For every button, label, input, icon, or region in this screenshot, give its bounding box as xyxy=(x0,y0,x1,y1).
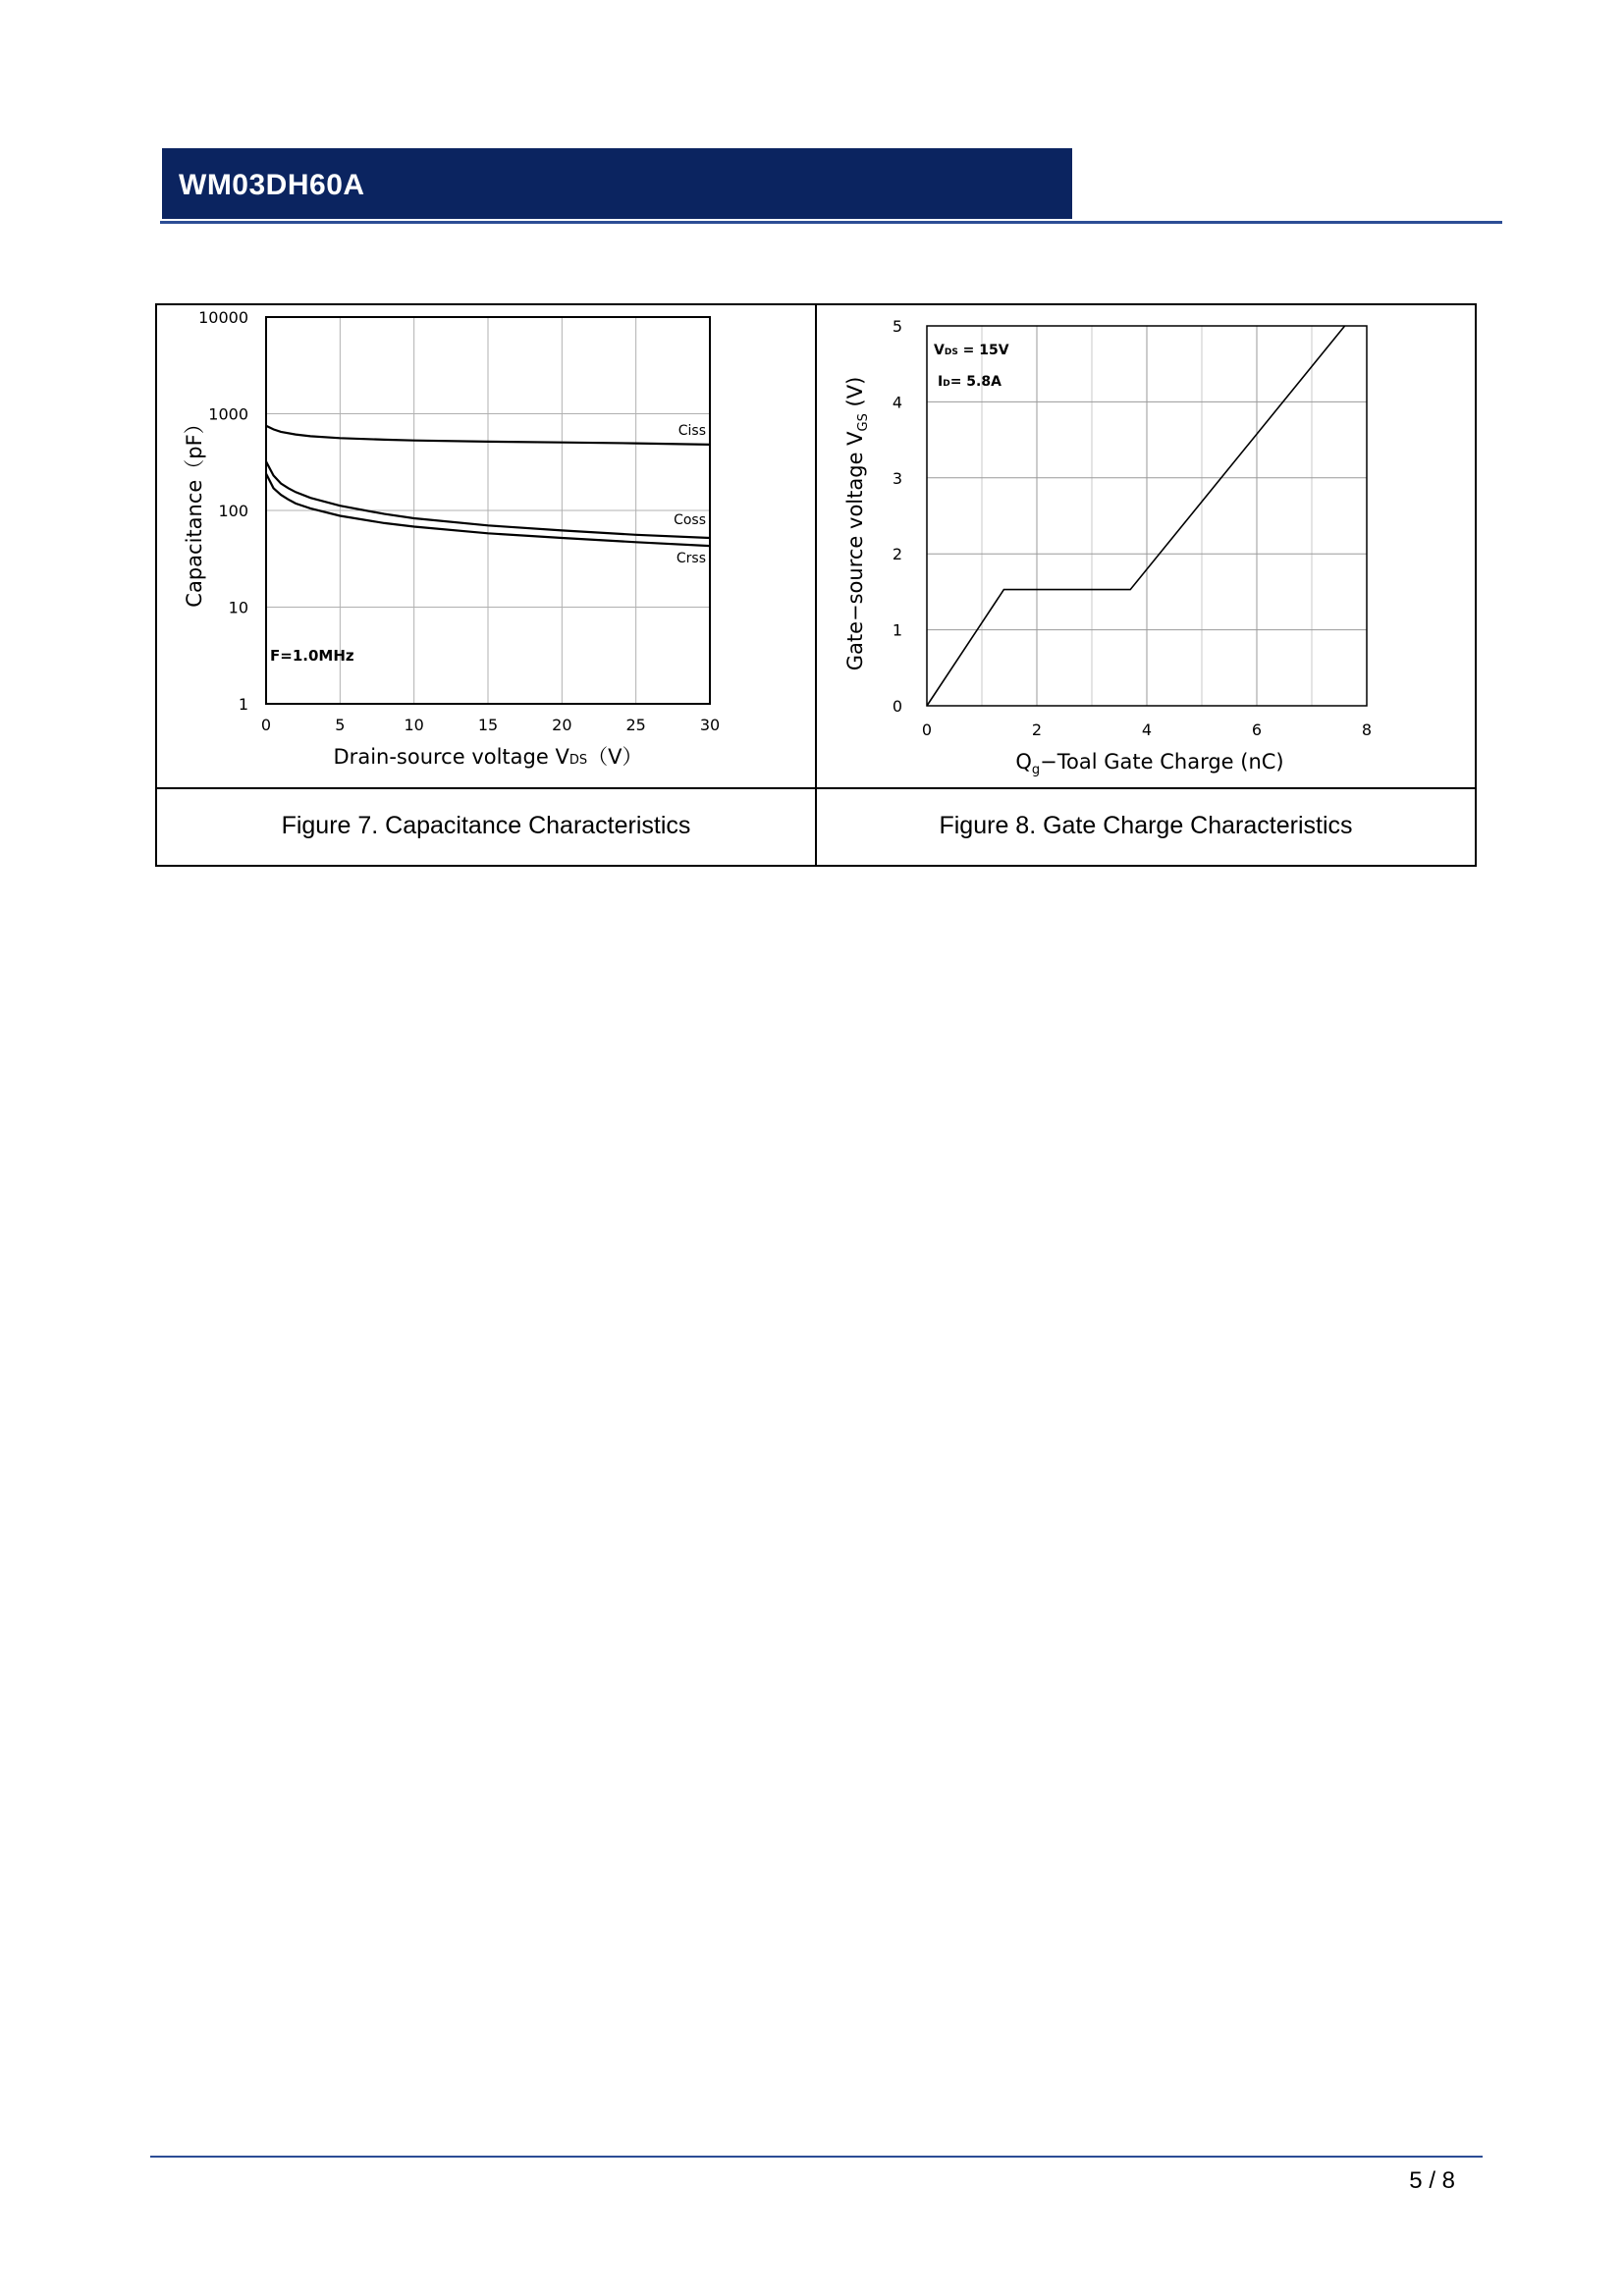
figure-table-caption-divider xyxy=(155,787,1477,789)
y-tick-label: 0 xyxy=(892,697,902,716)
x-tick-label: 0 xyxy=(921,721,933,739)
series-label-ciss: Ciss xyxy=(677,422,706,439)
x-tick-label: 15 xyxy=(477,716,499,734)
x-tick-label: 5 xyxy=(335,716,346,734)
y-tick-label: 3 xyxy=(892,468,902,488)
document-title: WM03DH60A xyxy=(179,169,365,201)
header-rule xyxy=(160,221,1502,224)
figure-8-caption: Figure 8. Gate Charge Characteristics xyxy=(939,812,1353,839)
series-label-coss: Coss xyxy=(674,511,706,528)
x-tick-label: 4 xyxy=(1141,721,1153,739)
x-tick-label: 20 xyxy=(552,716,572,734)
x-tick-label: 25 xyxy=(625,716,646,734)
x-axis-label: Drain-source voltage VDS（V） xyxy=(333,745,643,769)
y-tick-label: 1 xyxy=(892,620,902,640)
y-axis-label: Gate−source voltage $V_{GS}$ (V) xyxy=(843,376,871,671)
x-tick-label: 8 xyxy=(1361,721,1373,739)
y-tick-label: 1 xyxy=(238,695,248,714)
y-tick-label: 10 xyxy=(228,598,248,617)
y-tick-label: 1000 xyxy=(208,404,248,424)
condition-label: ID= 5.8A xyxy=(938,374,1001,390)
x-tick-label: 10 xyxy=(404,716,424,734)
capacitance-chart xyxy=(157,305,815,786)
x-axis-label: $Q_g-Toal$ Gate Charge (nC) xyxy=(1015,750,1284,777)
y-tick-label: 100 xyxy=(218,502,248,520)
x-tick-label: 6 xyxy=(1251,721,1263,739)
figure-7-caption: Figure 7. Capacitance Characteristics xyxy=(281,812,691,839)
series-label-crss: Crss xyxy=(676,551,706,567)
x-tick-label: 2 xyxy=(1031,721,1043,739)
x-tick-label: 30 xyxy=(699,716,721,734)
y-tick-label: 5 xyxy=(892,317,902,336)
y-axis-label: Capacitance（pF） xyxy=(183,413,206,608)
gate-charge-chart xyxy=(817,305,1475,786)
y-tick-label: 10000 xyxy=(198,308,248,327)
x-tick-label: 0 xyxy=(260,716,272,734)
y-tick-label: 4 xyxy=(892,393,902,412)
annotation-frequency: F=1.0MHz xyxy=(270,647,354,665)
page-number: 5 / 8 xyxy=(1409,2167,1455,2194)
y-tick-label: 2 xyxy=(892,545,902,564)
footer-rule xyxy=(150,2156,1483,2158)
condition-label: VDS = 15V xyxy=(934,343,1009,358)
